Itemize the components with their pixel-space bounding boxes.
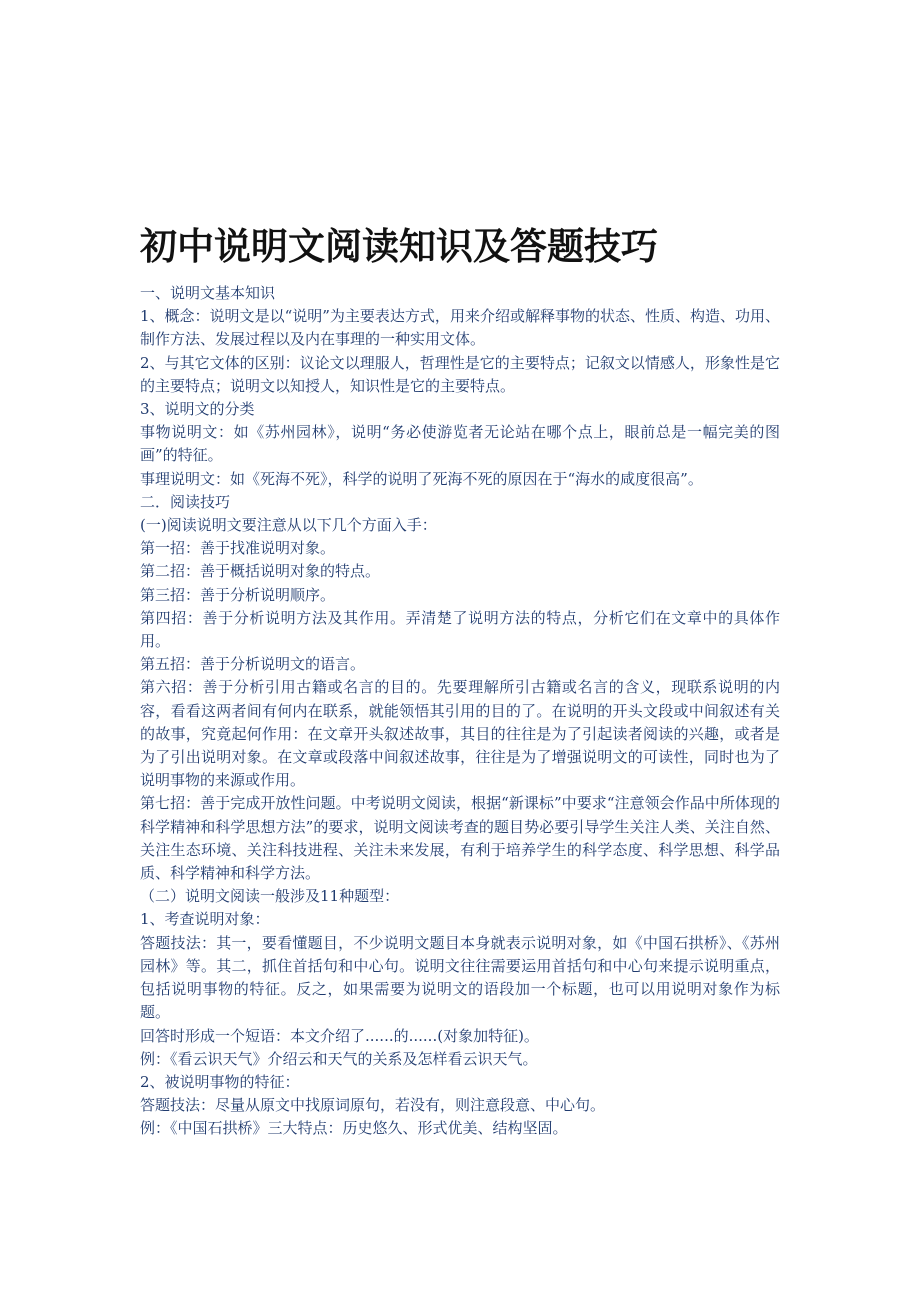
section-heading: 二．阅读技巧 bbox=[140, 492, 231, 511]
document-body bbox=[140, 282, 780, 1141]
paragraph: 3、说明文的分类 bbox=[140, 400, 255, 419]
paragraph: 事物说明文：如《苏州园林》，说明“务必使游览者无论站在哪个点上，眼前总是一幅完美的图画”的特征。 bbox=[140, 423, 780, 465]
paragraph: 1、概念：说明文是以“说明”为主要表达方式，用来介绍或解释事物的状态、性质、构造、功用、制作方法、发展过程以及内在事理的一种实用文体。 bbox=[140, 307, 780, 349]
paragraph: 第七招：善于完成开放性问题。中考说明文阅读，根据“新课标”中要求“注意领会作品中所体现的科学精神和科学思想方法”的要求，说明文阅读考查的题目势必要引导学生关注人类、关注自然、关注生态环境、关注科技进程、关注未来发展，有利于培养学生的科学态度、科学思想、科学品质、科学精神和科学方法。 bbox=[140, 794, 780, 883]
paragraph: 第六招：善于分析引用古籍或名言的目的。先要理解所引古籍或名言的含义，现联系说明的内容，看看这两者间有何内在联系，就能领悟其引用的目的了。在说明的开头文段或中间叙述有关的故事，究竟起何作用：在文章开头叙述故事，其目的往往是为了引起读者阅读的兴趣，或者是为了引出说明对象。在文章或段落中间叙述故事，往往是为了增强说明文的可读性，同时也为了说明事物的来源或作用。 bbox=[140, 678, 780, 790]
paragraph: 第四招：善于分析说明方法及其作用。弄清楚了说明方法的特点，分析它们在文章中的具体作用。 bbox=[140, 608, 780, 651]
paragraph: 第三招：善于分析说明顺序。 bbox=[140, 585, 336, 604]
paragraph: 第五招：善于分析说明文的语言。 bbox=[140, 655, 366, 674]
paragraph: 第二招：善于概括说明对象的特点。 bbox=[140, 562, 381, 581]
paragraph: 回答时形成一个短语：本文介绍了......的......(对象加特征)。 bbox=[140, 1026, 539, 1045]
paragraph: 第一招：善于找准说明对象。 bbox=[140, 539, 336, 558]
paragraph: 例：《看云识天气》介绍云和天气的关系及怎样看云识天气。 bbox=[140, 1049, 538, 1068]
paragraph: 答题技法：尽量从原文中找原词原句，若没有，则注意段意、中心句。 bbox=[140, 1096, 606, 1115]
paragraph: 例：《中国石拱桥》三大特点：历史悠久、形式优美、结构坚固。 bbox=[140, 1119, 568, 1138]
paragraph: (一)阅读说明文要注意从以下几个方面入手： bbox=[140, 516, 437, 535]
paragraph: （二）说明文阅读一般涉及11种题型： bbox=[140, 887, 400, 906]
paragraph: 2、与其它文体的区别：议论文以理服人，哲理性是它的主要特点；记叙文以情感人，形象性是它的主要特点；说明文以知授人，知识性是它的主要特点。 bbox=[140, 353, 780, 395]
paragraph: 1、考查说明对象： bbox=[140, 910, 270, 929]
paragraph: 答题技法：其一，要看懂题目，不少说明文题目本身就表示说明对象，如《中国石拱桥》、《苏州园林》等。其二，抓住首括句和中心句。说明文往往需要运用首括句和中心句来提示说明重点，包括说明事物的特征。反之，如果需要为说明文的语段加一个标题，也可以用说明对象作为标题。 bbox=[140, 933, 780, 1022]
document-title: 初中说明文阅读知识及答题技巧 bbox=[140, 224, 658, 268]
paragraph: 2、被说明事物的特征： bbox=[140, 1072, 300, 1091]
section-heading: 一、说明文基本知识 bbox=[140, 284, 276, 302]
paragraph: 事理说明文：如《死海不死》，科学的说明了死海不死的原因在于“海水的咸度很高”。 bbox=[140, 469, 703, 488]
